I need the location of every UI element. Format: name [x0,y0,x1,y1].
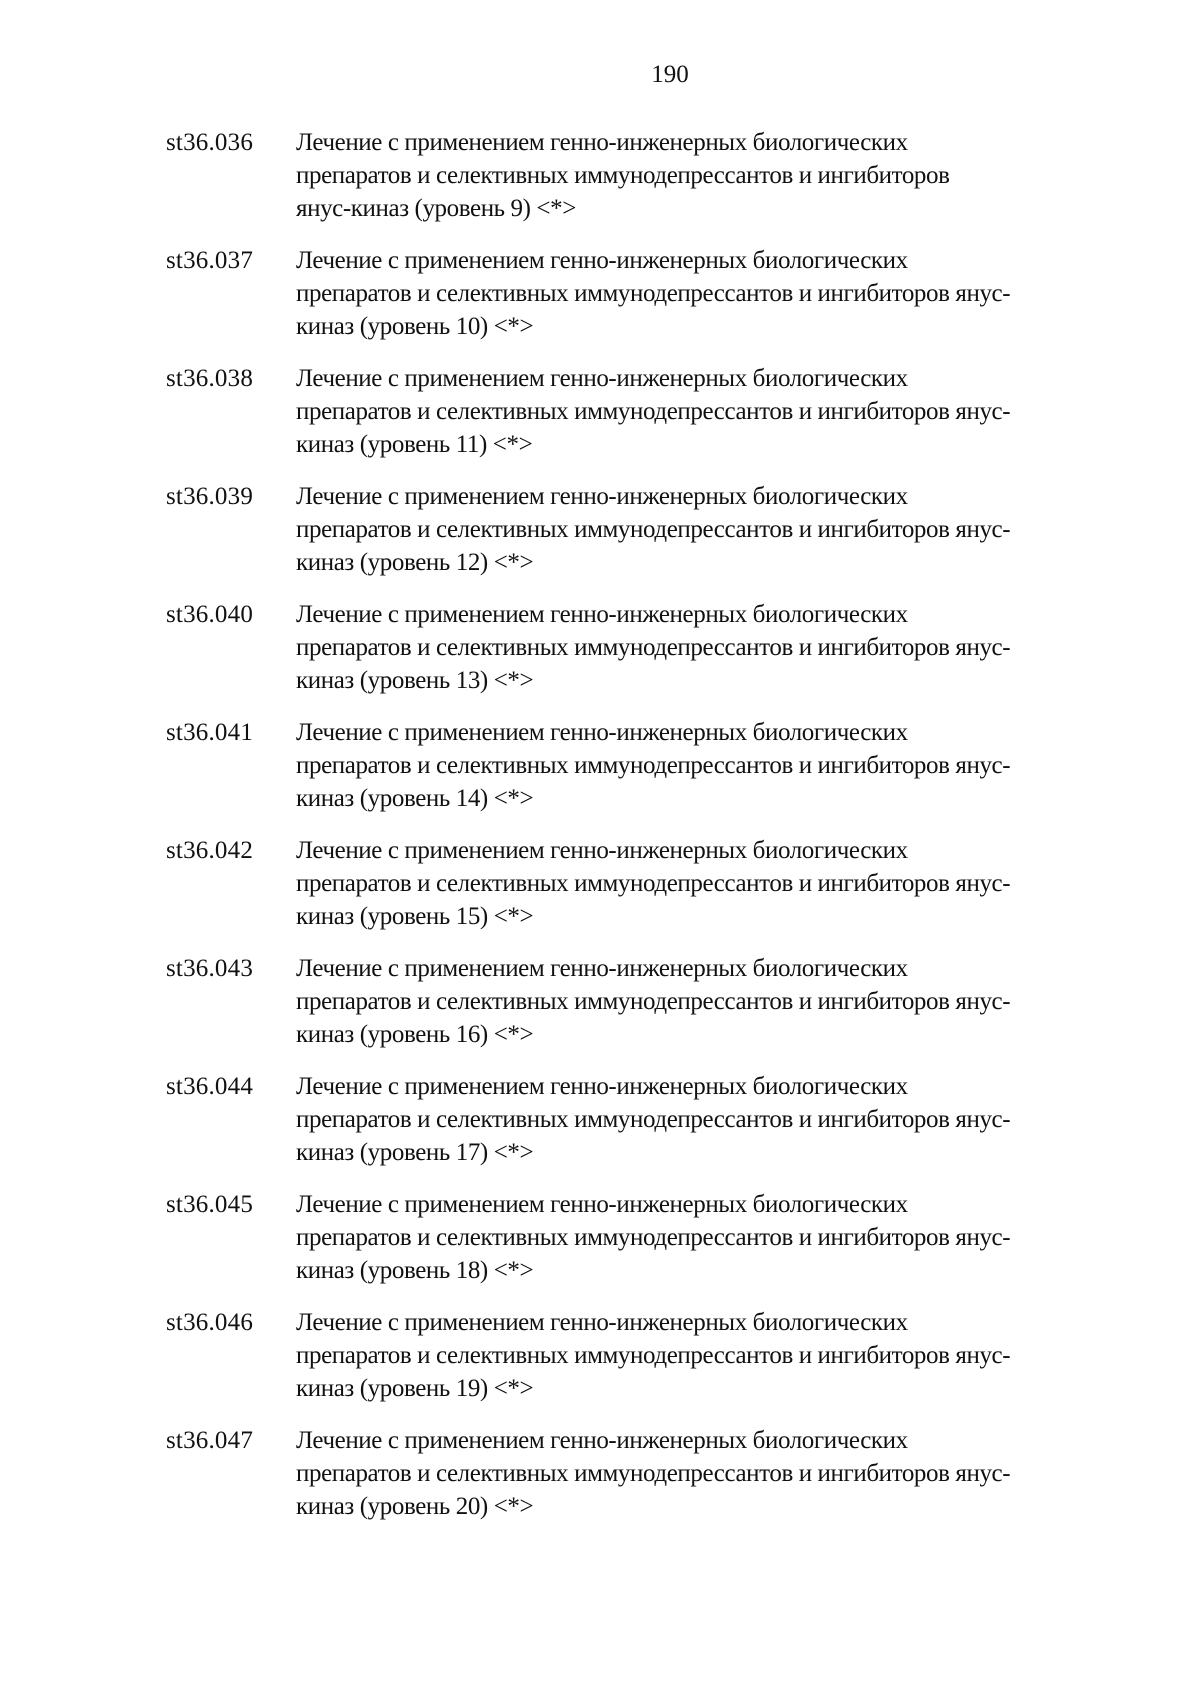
entry-code: st36.038 [166,365,254,392]
entry-code: st36.037 [166,247,254,274]
entry-description-line: Лечение с применением генно-инженерных биологических [296,1191,908,1218]
entry-description [296,598,1096,697]
list-item [166,1188,1096,1306]
entry-description-line: Лечение с применением генно-инженерных биологических [296,129,908,156]
entry-description-line: киназ (уровень 14) <*> [296,785,534,812]
list-item [166,1306,1096,1424]
entry-description-line: киназ (уровень 18) <*> [296,1257,534,1284]
entry-description-line: Лечение с применением генно-инженерных биологических [296,1073,908,1100]
entry-code: st36.040 [166,601,254,628]
entry-description [296,716,1096,815]
entry-description-line: препаратов и селективных иммунодепрессантов и ингибиторов янус- [296,1106,1011,1133]
list-item [166,1070,1096,1188]
entry-description [296,1070,1096,1169]
entry-description-line: препаратов и селективных иммунодепрессантов и ингибиторов янус- [296,870,1011,897]
entry-description-line: киназ (уровень 20) <*> [296,1493,534,1520]
entry-description-line: препаратов и селективных иммунодепрессантов и ингибиторов [296,162,950,189]
entry-description [296,244,1096,343]
entry-description [296,952,1096,1051]
entry-description-line: киназ (уровень 15) <*> [296,903,534,930]
list-item [166,480,1096,598]
entry-code: st36.042 [166,837,254,864]
entry-description-line: Лечение с применением генно-инженерных биологических [296,1309,908,1336]
entry-code: st36.044 [166,1073,254,1100]
entry-description-line: препаратов и селективных иммунодепрессантов и ингибиторов янус- [296,752,1011,779]
entry-description-line: препаратов и селективных иммунодепрессантов и ингибиторов янус- [296,280,1011,307]
entry-description-line: киназ (уровень 16) <*> [296,1021,534,1048]
entry-code: st36.045 [166,1191,254,1218]
entry-description-line: Лечение с применением генно-инженерных биологических [296,837,908,864]
list-item [166,244,1096,362]
entry-description-line: Лечение с применением генно-инженерных биологических [296,483,908,510]
entry-description [296,1424,1096,1523]
entry-description-line: киназ (уровень 13) <*> [296,667,534,694]
entry-description [296,480,1096,579]
entry-code: st36.047 [166,1427,254,1454]
entry-description-line: Лечение с применением генно-инженерных биологических [296,247,908,274]
list-item [166,598,1096,716]
entry-list [166,126,1096,1542]
entry-description-line: Лечение с применением генно-инженерных биологических [296,365,908,392]
entry-description-line: препаратов и селективных иммунодепрессантов и ингибиторов янус- [296,1460,1011,1487]
entry-description-line: препаратов и селективных иммунодепрессантов и ингибиторов янус- [296,1342,1011,1369]
entry-description-line: киназ (уровень 17) <*> [296,1139,534,1166]
entry-description [296,834,1096,933]
list-item [166,834,1096,952]
entry-code: st36.041 [166,719,254,746]
entry-description-line: Лечение с применением генно-инженерных биологических [296,719,908,746]
entry-description-line: киназ (уровень 12) <*> [296,549,534,576]
entry-description-line: препаратов и селективных иммунодепрессантов и ингибиторов янус- [296,1224,1011,1251]
entry-code: st36.036 [166,129,254,156]
entry-code: st36.039 [166,483,254,510]
entry-description [296,126,1096,225]
list-item [166,1424,1096,1542]
list-item [166,362,1096,480]
entry-code: st36.043 [166,955,254,982]
entry-description-line: киназ (уровень 19) <*> [296,1375,534,1402]
entry-description-line: препаратов и селективных иммунодепрессантов и ингибиторов янус- [296,398,1011,425]
entry-description-line: Лечение с применением генно-инженерных биологических [296,1427,908,1454]
page-number: 190 [651,61,689,88]
list-item [166,716,1096,834]
entry-description-line: препаратов и селективных иммунодепрессантов и ингибиторов янус- [296,634,1011,661]
entry-description-line: препаратов и селективных иммунодепрессантов и ингибиторов янус- [296,516,1011,543]
entry-code: st36.046 [166,1309,254,1336]
entry-description-line: киназ (уровень 10) <*> [296,313,534,340]
list-item [166,952,1096,1070]
entry-description-line: препаратов и селективных иммунодепрессантов и ингибиторов янус- [296,988,1011,1015]
entry-description-line: Лечение с применением генно-инженерных биологических [296,601,908,628]
list-item [166,126,1096,244]
entry-description-line: Лечение с применением генно-инженерных биологических [296,955,908,982]
entry-description-line: киназ (уровень 11) <*> [296,431,533,458]
entry-description-line: янус-киназ (уровень 9) <*> [296,195,576,222]
entry-description [296,1306,1096,1405]
entry-description [296,362,1096,461]
entry-description [296,1188,1096,1287]
